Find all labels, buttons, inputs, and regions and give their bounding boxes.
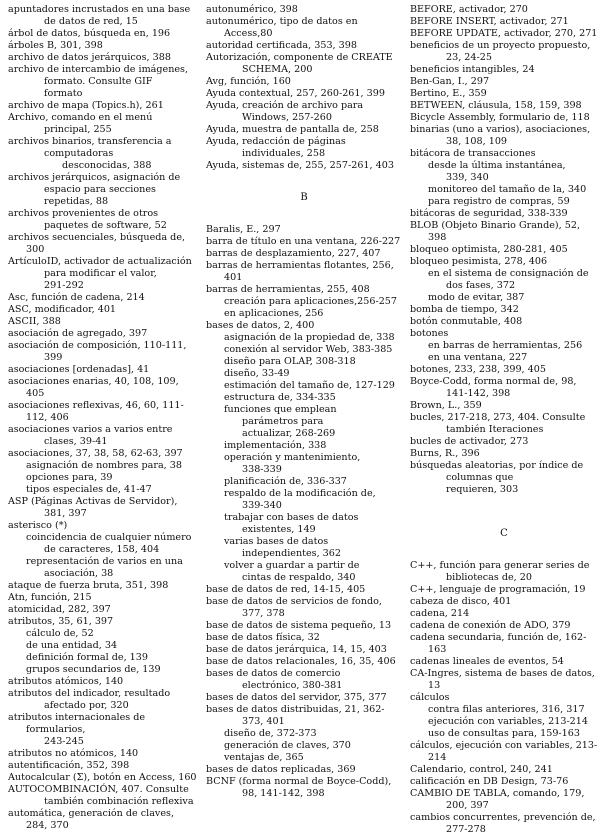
index-subentry: asignación de la propiedad de, 338 — [224, 332, 395, 343]
index-subentry: diseño de, 372-373 — [224, 728, 317, 739]
index-subentry: asignación de nombres para, 38 — [26, 460, 182, 471]
index-subentry: de una entidad, 34 — [26, 640, 118, 651]
index-subentry: asociación, 38 — [44, 568, 114, 579]
index-entry: BETWEEN, cláusula, 158, 159, 398 — [410, 100, 582, 111]
index-entry: Baralis, E., 297 — [206, 224, 281, 235]
index-entry: base de datos de red, 14-15, 405 — [206, 584, 366, 595]
index-spacer — [410, 548, 598, 560]
index-subentry: representación de varios en una — [26, 556, 183, 567]
index-subentry: creación para aplicaciones,256-257 — [224, 296, 398, 307]
index-entry: autoridad certificada, 353, 398 — [206, 40, 357, 51]
index-entry: archivos jerárquicos, asignación de — [8, 172, 181, 183]
index-subentry: desconocidas, 388 — [62, 160, 152, 171]
index-entry: asociaciones, 37, 38, 58, 62-63, 397 — [8, 448, 183, 459]
index-entry: BLOB (Objeto Binario Grande), 52, 398 — [410, 220, 581, 243]
index-entry: archivos binarios, transferencia a — [8, 136, 172, 147]
index-entry: apuntadores incrustados en una base — [8, 4, 191, 15]
index-entry: base de datos de sistema pequeño, 13 — [206, 620, 392, 631]
index-subentry: 339-340 — [242, 500, 282, 511]
index-entry: Bicycle Assembly, formulario de, 118 — [410, 112, 590, 123]
index-subentry: también combinación reflexiva — [44, 796, 194, 807]
index-entry: atributos, 35, 61, 397 — [8, 616, 114, 627]
index-entry: atributos del indicador, resultado — [8, 688, 171, 699]
index-subentry: coincidencia de cualquier número — [26, 532, 192, 543]
index-entry: Autocalcular (Σ), botón en Access, 160 — [8, 772, 197, 783]
index-subentry: diseño, 33-49 — [224, 368, 290, 379]
index-entry: botones — [410, 328, 449, 339]
index-subentry: requieren, 303 — [446, 484, 519, 495]
index-subentry: existentes, 149 — [242, 524, 316, 535]
index-entry: C++, lenguaje de programación, 19 — [410, 584, 586, 595]
index-entry: bases de datos replicadas, 369 — [206, 764, 356, 775]
index-subentry: diseño para OLAP, 308-318 — [224, 356, 356, 367]
index-column-1 — [8, 4, 198, 832]
index-entry: ArtículoID, activador de actualización — [8, 256, 192, 267]
index-subentry: implementación, 338 — [224, 440, 327, 451]
index-subentry: 291-292 — [44, 280, 84, 291]
index-entry: base de datos jerárquica, 14, 15, 403 — [206, 644, 387, 655]
index-entry: asociaciones [ordenadas], 41 — [8, 364, 150, 375]
index-entry: Asc, función de cadena, 214 — [8, 292, 145, 303]
index-letter-heading: B — [300, 192, 308, 203]
index-entry: barra de título en una ventana, 226-227 — [206, 236, 401, 247]
index-spacer — [410, 496, 598, 508]
index-entry: Ben-Gan, I., 297 — [410, 76, 490, 87]
index-subentry: 98, 141-142, 398 — [242, 788, 325, 799]
index-entry: Ayuda, redacción de páginas — [206, 136, 346, 147]
index-spacer — [206, 172, 402, 184]
index-entry: bases de datos del servidor, 375, 377 — [206, 692, 387, 703]
index-entry: Boyce-Codd, forma normal de, 98, — [410, 376, 577, 387]
index-subentry: modo de evitar, 387 — [428, 292, 525, 303]
index-entry: Ayuda, sistemas de, 255, 257-261, 403 — [206, 160, 394, 171]
index-subentry: actualizar, 268-269 — [242, 428, 336, 439]
index-subentry: repetidas, 88 — [44, 196, 109, 207]
index-subentry: 381, 397 — [44, 508, 87, 519]
index-entry: AUTOCOMBINACIÓN, 407. Consulte — [8, 784, 189, 795]
index-entry: base de datos de servicios de fondo, — [206, 596, 382, 607]
index-subentry: 38, 108, 109 — [446, 136, 508, 147]
index-entry: Calendario, control, 240, 241 — [410, 764, 553, 775]
index-subentry: parámetros para — [242, 416, 324, 427]
index-subentry: columnas que — [446, 472, 514, 483]
index-entry: Brown, L., 359 — [410, 400, 482, 411]
index-entry: atomicidad, 282, 397 — [8, 604, 111, 615]
index-entry: cadena, 214 — [410, 608, 470, 619]
index-entry: asociación de agregado, 397 — [8, 328, 148, 339]
index-entry: Atn, función, 215 — [8, 592, 92, 603]
index-subentry: 23, 24-25 — [446, 52, 492, 63]
index-entry: Burns, R., 396 — [410, 448, 480, 459]
index-subentry: funciones que emplean — [224, 404, 337, 415]
index-entry: CAMBIO DE TABLA, comando, 179, — [410, 788, 585, 799]
index-entry: asterisco (*) — [8, 520, 68, 531]
index-subentry: bibliotecas de, 20 — [446, 572, 532, 583]
index-entry: atributos internacionales de formularios, — [8, 712, 146, 735]
index-entry: búsquedas aleatorias, por índice de — [410, 460, 584, 471]
index-entry: barras de herramientas, 255, 408 — [206, 284, 370, 295]
index-entry: cadenas lineales de eventos, 54 — [410, 656, 564, 667]
index-subentry: 373, 401 — [242, 716, 285, 727]
index-subentry: operación y mantenimiento, — [224, 452, 361, 463]
index-subentry: independientes, 362 — [242, 548, 341, 559]
index-subentry: volver a guardar a partir de — [224, 560, 360, 571]
index-entry: autonumérico, tipo de datos en Access,80 — [206, 16, 358, 39]
index-entry: bucles, 217-218, 273, 404. Consulte — [410, 412, 586, 423]
index-subentry: computadoras — [44, 148, 114, 159]
index-subentry: definición formal de, 139 — [26, 652, 148, 663]
index-subentry: principal, 255 — [44, 124, 112, 135]
index-subentry: desde la última instantánea, — [428, 160, 566, 171]
index-entry: cálculos, ejecución con variables, 213-214 — [410, 740, 598, 763]
index-subentry: afectado por, 320 — [44, 700, 129, 711]
index-entry: BEFORE INSERT, activador, 271 — [410, 16, 569, 27]
index-entry: cadena secundaria, función de, 162-163 — [410, 632, 587, 655]
index-entry: árboles B, 301, 398 — [8, 40, 103, 51]
index-spacer — [206, 212, 402, 224]
index-entry: base de datos física, 32 — [206, 632, 320, 643]
index-subentry: monitoreo del tamaño de la, 340 — [428, 184, 587, 195]
index-entry: autentificación, 352, 398 — [8, 760, 130, 771]
index-entry: C++, función para generar series de — [410, 560, 590, 571]
index-subentry: también Iteraciones — [446, 424, 544, 435]
index-entry: Bertino, E., 359 — [410, 88, 487, 99]
index-subentry: formato. Consulte GIF — [44, 76, 153, 87]
index-subentry: grupos secundarios de, 139 — [26, 664, 161, 675]
index-entry: barras de herramientas flotantes, 256, 401 — [206, 260, 394, 283]
index-subentry: cálculo de, 52 — [26, 628, 94, 639]
index-subentry: varias bases de datos — [224, 536, 329, 547]
index-entry: calificación en DB Design, 73-76 — [410, 776, 569, 787]
index-subentry: formato — [44, 88, 83, 99]
index-entry: cabeza de disco, 401 — [410, 596, 512, 607]
index-entry: BEFORE UPDATE, activador, 270, 271 — [410, 28, 598, 39]
index-entry: archivos secuenciales, búsqueda de, 300 — [8, 232, 186, 255]
index-spacer — [410, 508, 598, 520]
index-entry: CA-Ingres, sistema de bases de datos, 13 — [410, 668, 595, 691]
index-entry: archivo de datos jerárquicos, 388 — [8, 52, 171, 63]
index-subentry: dos fases, 372 — [446, 280, 516, 291]
index-subentry: cintas de respaldo, 340 — [242, 572, 356, 583]
index-entry: ataque de fuerza bruta, 351, 398 — [8, 580, 169, 591]
index-entry: bases de datos distribuidas, 21, 362- — [206, 704, 385, 715]
index-entry: ASCII, 388 — [8, 316, 61, 327]
index-entry: ASP (Páginas Activas de Servidor), — [8, 496, 178, 507]
index-entry: botones, 233, 238, 399, 405 — [410, 364, 546, 375]
index-entry: Ayuda, muestra de pantalla de, 258 — [206, 124, 379, 135]
index-subentry: SCHEMA, 200 — [242, 64, 313, 75]
index-column-2 — [206, 4, 402, 800]
index-entry: binarias (uno a varios), asociaciones, — [410, 124, 591, 135]
index-subentry: opciones para, 39 — [26, 472, 113, 483]
index-subentry: clases, 39-41 — [44, 436, 108, 447]
index-column-3 — [410, 4, 598, 836]
index-entry: bases de datos, 2, 400 — [206, 320, 315, 331]
index-entry: Autorización, componente de CREATE — [206, 52, 393, 63]
index-entry: autonumérico, 398 — [206, 4, 298, 15]
index-entry: archivo de intercambio de imágenes, — [8, 64, 189, 75]
index-entry: bases de datos de comercio — [206, 668, 341, 679]
index-subentry: 399 — [44, 352, 63, 363]
index-subentry: en barras de herramientas, 256 — [428, 340, 583, 351]
index-subentry: Windows, 257-260 — [242, 112, 332, 123]
index-subentry: estimación del tamaño de, 127-129 — [224, 380, 395, 391]
index-subentry: 377, 378 — [242, 608, 285, 619]
index-subentry: estructura de, 334-335 — [224, 392, 336, 403]
index-entry: asociaciones enarias, 40, 108, 109, 405 — [8, 376, 179, 399]
index-subentry: tipos especiales de, 41-47 — [26, 484, 152, 495]
index-subentry: uso de consultas para, 159-163 — [428, 728, 580, 739]
index-entry: bitácoras de seguridad, 338-339 — [410, 208, 568, 219]
index-subentry: paquetes de software, 52 — [44, 220, 167, 231]
index-subentry: 141-142, 398 — [446, 388, 511, 399]
index-entry: base de datos relacionales, 16, 35, 406 — [206, 656, 396, 667]
index-entry: barras de desplazamiento, 227, 407 — [206, 248, 381, 259]
index-entry: BCNF (forma normal de Boyce-Codd), — [206, 776, 392, 787]
index-entry: atributos no atómicos, 140 — [8, 748, 139, 759]
index-subentry: contra filas anteriores, 316, 317 — [428, 704, 585, 715]
index-entry: Avg, función, 160 — [206, 76, 291, 87]
index-subentry: individuales, 258 — [242, 148, 326, 159]
index-subentry: conexión al servidor Web, 383-385 — [224, 344, 393, 355]
index-subentry: generación de claves, 370 — [224, 740, 351, 751]
index-subentry: trabajar con bases de datos — [224, 512, 359, 523]
index-subentry: ejecución con variables, 213-214 — [428, 716, 588, 727]
index-entry: bucles de activador, 273 — [410, 436, 529, 447]
index-entry: asociaciones reflexivas, 46, 60, 111-112, 406 — [8, 400, 184, 423]
index-subentry: para registro de compras, 59 — [428, 196, 570, 207]
index-entry: cadena de conexión de ADO, 379 — [410, 620, 571, 631]
index-subentry: en aplicaciones, 256 — [224, 308, 324, 319]
index-entry: atributos atómicos, 140 — [8, 676, 124, 687]
index-entry: BEFORE, activador, 270 — [410, 4, 528, 15]
index-entry: beneficios intangibles, 24 — [410, 64, 535, 75]
index-entry: ASC, modificador, 401 — [8, 304, 117, 315]
index-entry: árbol de datos, búsqueda en, 196 — [8, 28, 171, 39]
index-subentry: 200, 397 — [446, 800, 489, 811]
index-entry: asociación de composición, 110-111, — [8, 340, 187, 351]
index-entry: Archivo, comando en el menú — [8, 112, 153, 123]
index-subentry: planificación de, 336-337 — [224, 476, 347, 487]
index-entry: automática, generación de claves, 284, 370 — [8, 808, 174, 831]
index-subentry: 277-278 — [446, 824, 486, 835]
index-subentry: para modificar el valor, — [44, 268, 157, 279]
index-entry: botón conmutable, 408 — [410, 316, 523, 327]
index-entry: asociaciones varios a varios entre — [8, 424, 173, 435]
index-subentry: respaldo de la modificación de, — [224, 488, 376, 499]
index-subentry: de caracteres, 158, 404 — [44, 544, 160, 555]
index-subentry: ventajas de, 365 — [224, 752, 304, 763]
index-entry: bomba de tiempo, 342 — [410, 304, 519, 315]
index-entry: cálculos — [410, 692, 450, 703]
index-subentry: en el sistema de consignación de — [428, 268, 589, 279]
index-subentry: espacio para secciones — [44, 184, 156, 195]
index-subentry: 339, 340 — [446, 172, 489, 183]
index-entry: bloqueo pesimista, 278, 406 — [410, 256, 548, 267]
index-entry: cambios concurrentes, prevención de, — [410, 812, 596, 823]
index-entry: archivo de mapa (Topics.h), 261 — [8, 100, 164, 111]
index-subentry: de datos de red, 15 — [44, 16, 138, 27]
index-entry: Ayuda contextual, 257, 260-261, 399 — [206, 88, 385, 99]
index-letter-heading: C — [500, 528, 508, 539]
index-subentry: en una ventana, 227 — [428, 352, 528, 363]
index-subentry: 338-339 — [242, 464, 282, 475]
index-entry: beneficios de un proyecto propuesto, — [410, 40, 591, 51]
index-entry: Ayuda, creación de archivo para — [206, 100, 364, 111]
index-entry: bloqueo optimista, 280-281, 405 — [410, 244, 568, 255]
index-subentry: electrónico, 380-381 — [242, 680, 343, 691]
index-entry: bitácora de transacciones — [410, 148, 536, 159]
index-entry: archivos provenientes de otros — [8, 208, 159, 219]
index-subentry: 243-245 — [44, 736, 84, 747]
